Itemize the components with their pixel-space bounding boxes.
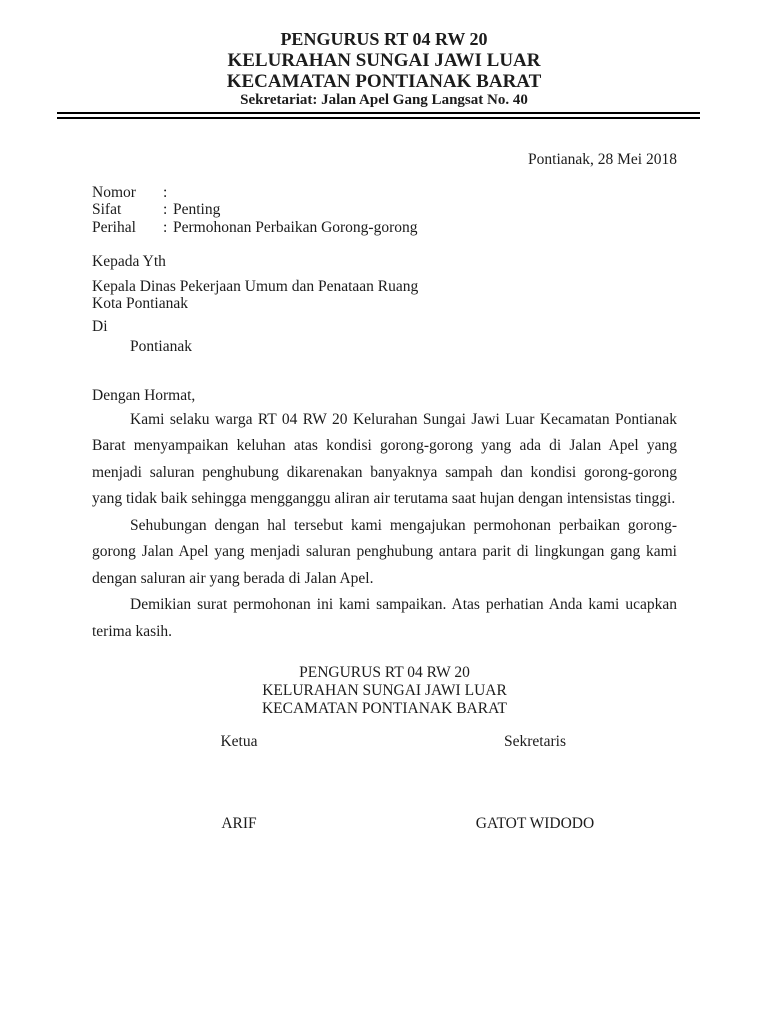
- signature-roles-row: [92, 732, 677, 752]
- date-line: Pontianak, 28 Mei 2018: [528, 151, 677, 168]
- meta-value-perihal: Permohonan Perbaikan Gorong-gorong: [173, 218, 418, 236]
- recipient-at-city: Pontianak: [130, 337, 192, 355]
- signature-role-sekretaris: Sekretaris: [504, 733, 566, 751]
- meta-row-sifat: [92, 201, 677, 218]
- letterhead-kelurahan: KELURAHAN SUNGAI JAWI LUAR: [227, 50, 541, 71]
- meta-row-nomor: [92, 184, 677, 201]
- body-paragraphs: [92, 407, 677, 646]
- recipient-name-block: [92, 278, 677, 312]
- signature-org-kecamatan: KECAMATAN PONTIANAK BARAT: [261, 700, 508, 718]
- meta-label-nomor: Nomor: [92, 184, 136, 201]
- signature-org-block: [92, 664, 677, 718]
- letter-meta: [92, 184, 677, 236]
- signature-name-ketua: ARIF: [221, 815, 257, 833]
- recipient-at-label: Di: [92, 317, 108, 335]
- meta-separator: :: [163, 201, 168, 219]
- body-paragraph: Demikian surat permohonan ini kami sampaikan. Atas perhatian Anda kami ucapkan terima kasih.: [92, 596, 677, 640]
- letter-content: [92, 150, 677, 834]
- meta-label-sifat: Sifat: [92, 201, 122, 219]
- signature-org-kelurahan: KELURAHAN SUNGAI JAWI LUAR: [262, 682, 507, 700]
- signature-org-name: PENGURUS RT 04 RW 20: [299, 664, 470, 682]
- letterhead: [0, 0, 768, 109]
- signature-names-row: [92, 814, 677, 834]
- meta-value-sifat: Penting: [173, 201, 221, 219]
- meta-separator: :: [163, 218, 168, 236]
- letterhead-org-name: PENGURUS RT 04 RW 20: [280, 29, 488, 49]
- body-paragraph: Kami selaku warga RT 04 RW 20 Kelurahan Sungai Jawi Luar Kecamatan Pontianak Barat menyampaikan keluhan atas kondisi gorong-gorong yang ada di Jalan Apel yang menjadi saluran penghubung dikarenakan banyaknya sampah dan kondisi gorong-gorong yang tidak baik sehingga mengganggu aliran air terutama saat hujan dengan intensistas tinggi.: [92, 410, 677, 508]
- letterhead-kecamatan: KECAMATAN PONTIANAK BARAT: [226, 71, 542, 92]
- recipient-salutation: Kepada Yth: [92, 252, 166, 270]
- recipient-city: Kota Pontianak: [92, 294, 188, 312]
- letterhead-divider-rule: [57, 112, 700, 119]
- greeting: Dengan Hormat,: [92, 386, 196, 404]
- meta-separator: :: [163, 184, 168, 201]
- meta-label-perihal: Perihal: [92, 218, 136, 236]
- signature-name-sekretaris: GATOT WIDODO: [475, 815, 595, 833]
- signature-role-ketua: Ketua: [220, 733, 258, 751]
- recipient-name: Kepala Dinas Pekerjaan Umum dan Penataan Ruang: [92, 277, 419, 295]
- body-paragraph: Sehubungan dengan hal tersebut kami mengajukan permohonan perbaikan gorong-gorong Jalan Apel yang menjadi saluran penghubung antara parit di lingkungan gang kami dengan saluran air yang berada di Jalan Apel.: [92, 516, 677, 587]
- meta-row-perihal: [92, 219, 677, 236]
- meta-value-nomor: [173, 184, 677, 201]
- letterhead-secretariat-address: Sekretariat: Jalan Apel Gang Langsat No. 40: [240, 92, 528, 108]
- recipient-block: [92, 253, 677, 355]
